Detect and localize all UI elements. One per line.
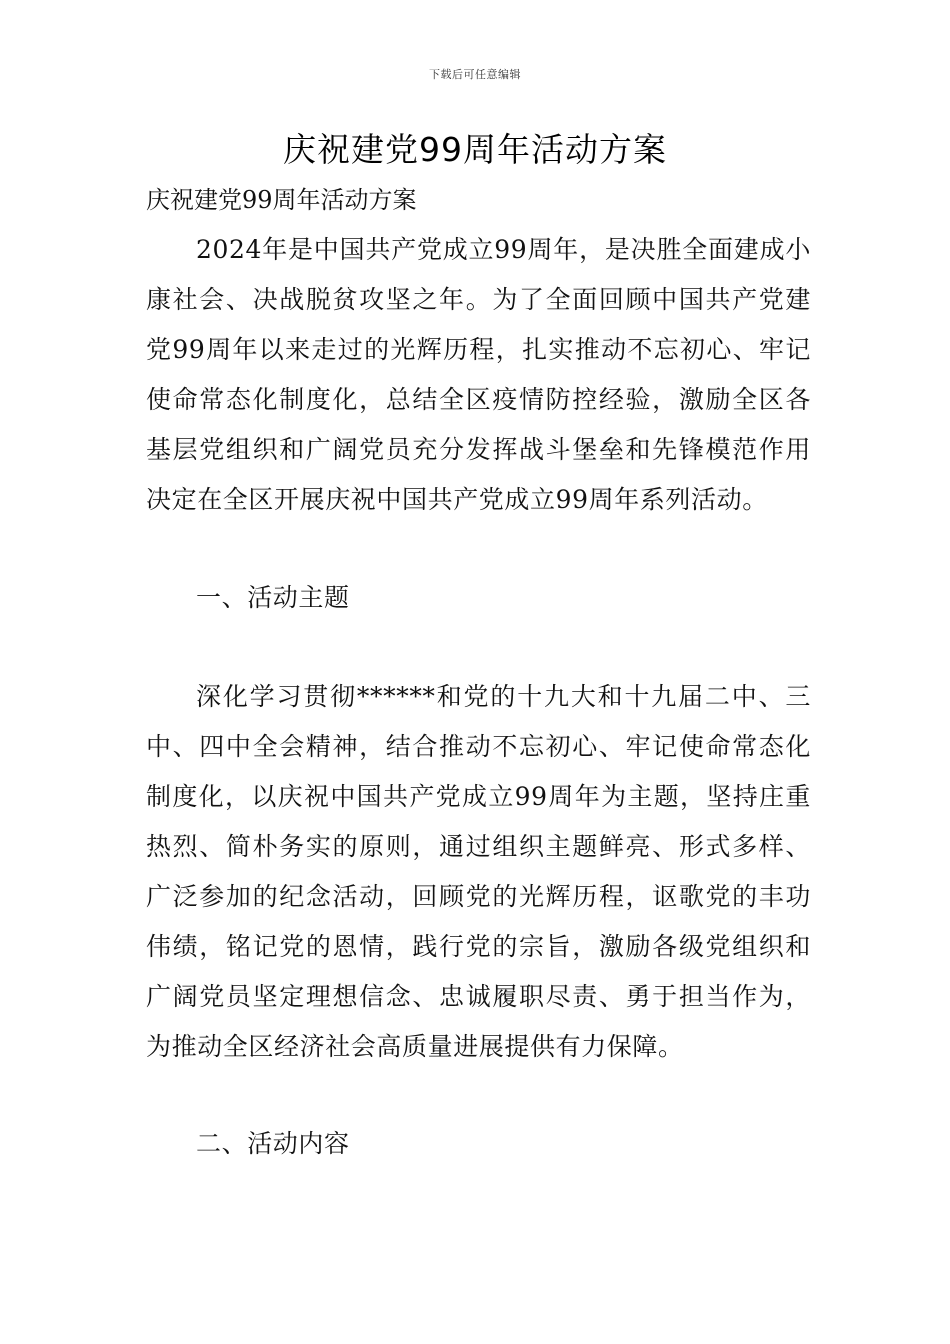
section-heading-content: 二、活动内容	[196, 1129, 350, 1158]
section-heading-theme: 一、活动主题	[196, 583, 350, 612]
document-subtitle: 庆祝建党99周年活动方案	[146, 186, 417, 214]
header-note: 下载后可任意编辑	[429, 68, 521, 81]
document-title: 庆祝建党99周年活动方案	[283, 130, 667, 169]
intro-paragraph: 2024年是中国共产党成立99周年，是决胜全面建成小康社会、决战脱贫攻坚之年。为了全面回顾中国共产党建党99周年以来走过的光辉历程，扎实推动不忘初心、牢记使命常态化制度化，总结全区疫情防控经验，激励全区各基层党组织和广阔党员充分发挥战斗堡垒和先锋模范作用决定在全区开展庆祝中国共产党成立99周年系列活动。	[146, 235, 811, 514]
section-body-theme: 深化学习贯彻******和党的十九大和十九届二中、三中、四中全会精神，结合推动不忘初心、牢记使命常态化制度化，以庆祝中国共产党成立99周年为主题，坚持庄重热烈、简朴务实的原则，通过组织主题鲜亮、形式多样、广泛参加的纪念活动，回顾党的光辉历程，讴歌党的丰功伟绩，铭记党的恩情，践行党的宗旨，激励各级党组织和广阔党员坚定理想信念、忠诚履职尽责、勇于担当作为，为推动全区经济社会高质量进展提供有力保障。	[146, 682, 811, 1061]
